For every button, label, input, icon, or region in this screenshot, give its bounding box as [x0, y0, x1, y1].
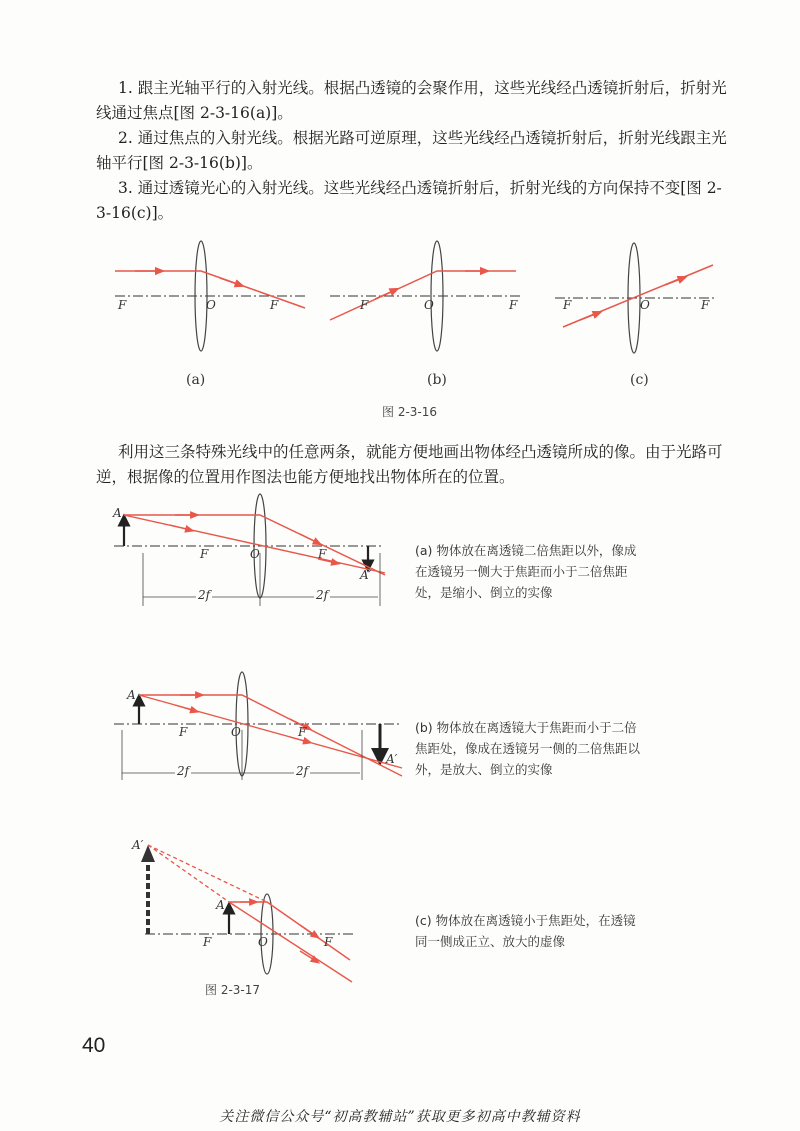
optical-center-label: O [424, 298, 434, 312]
figure-17-caption: 图 2-3-17 [205, 983, 261, 997]
image-label: A′ [132, 838, 144, 852]
focus-label: F [298, 725, 307, 739]
distance-label: 2f [177, 764, 190, 778]
focus-label: F [118, 298, 127, 312]
paragraph-2: 2. 通过焦点的入射光线。根据光路可逆原理，这些光线经凸透镜折射后，折射光线跟主光轴平行[图 2-3-16(b)]。 [96, 129, 727, 172]
optical-center-label: O [231, 725, 241, 739]
optical-center-label: O [640, 298, 650, 312]
focus-label: F [200, 547, 209, 561]
subfigure-label-c: (c) [630, 372, 649, 388]
paragraph-4: 利用这三条特殊光线中的任意两条，就能方便地画出物体经凸透镜所成的像。由于光路可逆，根据像的位置用作图法也能方便地找出物体所在的位置。 [96, 443, 723, 486]
focus-label: F [324, 935, 333, 949]
focus-label: F [318, 547, 327, 561]
optical-center-label: O [206, 298, 216, 312]
paragraph-3: 3. 通过透镜光心的入射光线。这些光线经凸透镜折射后，折射光线的方向保持不变[图 2-3-16(c)]。 [96, 179, 722, 222]
caption-17a: (a) 物体放在离透镜二倍焦距以外，像成在透镜另一侧大于焦距而小于二倍焦距处，是缩小、倒立的实像 [415, 543, 637, 600]
figure-16-caption: 图 2-3-16 [382, 405, 438, 419]
focus-label: F [360, 298, 369, 312]
image-label: A′ [360, 568, 372, 582]
focus-label: F [509, 298, 518, 312]
optical-center-label: O [250, 547, 260, 561]
focus-label: F [270, 298, 279, 312]
optical-center-label: O [258, 935, 268, 949]
paragraph-1: 1. 跟主光轴平行的入射光线。根据凸透镜的会聚作用，这些光线经凸透镜折射后，折射光线通过焦点[图 2-3-16(a)]。 [96, 79, 727, 122]
object-label: A [113, 506, 122, 520]
diagram-17b [114, 672, 402, 780]
distance-label: 2f [198, 588, 211, 602]
distance-label: 2f [316, 588, 329, 602]
caption-17b: (b) 物体放在离透镜大于焦距而小于二倍焦距处，像成在透镜另一侧的二倍焦距以外，是放大、倒立的实像 [415, 720, 641, 777]
focus-label: F [701, 298, 710, 312]
subfigure-label-a: (a) [186, 372, 206, 388]
caption-17c: (c) 物体放在离透镜小于焦距处，在透镜同一侧成正立、放大的虚像 [415, 913, 636, 949]
focus-label: F [203, 935, 212, 949]
distance-label: 2f [296, 764, 309, 778]
diagram-17c [141, 845, 355, 982]
focus-label: F [563, 298, 572, 312]
object-label: A [127, 688, 136, 702]
subfigure-label-b: (b) [427, 372, 447, 388]
page-number: 40 [82, 1034, 106, 1057]
focus-label: F [179, 725, 188, 739]
footer-note: 关注微信公众号“初高教辅站”获取更多初高中教辅资料 [219, 1109, 581, 1125]
object-label: A [216, 898, 225, 912]
image-label: A′ [386, 752, 398, 766]
